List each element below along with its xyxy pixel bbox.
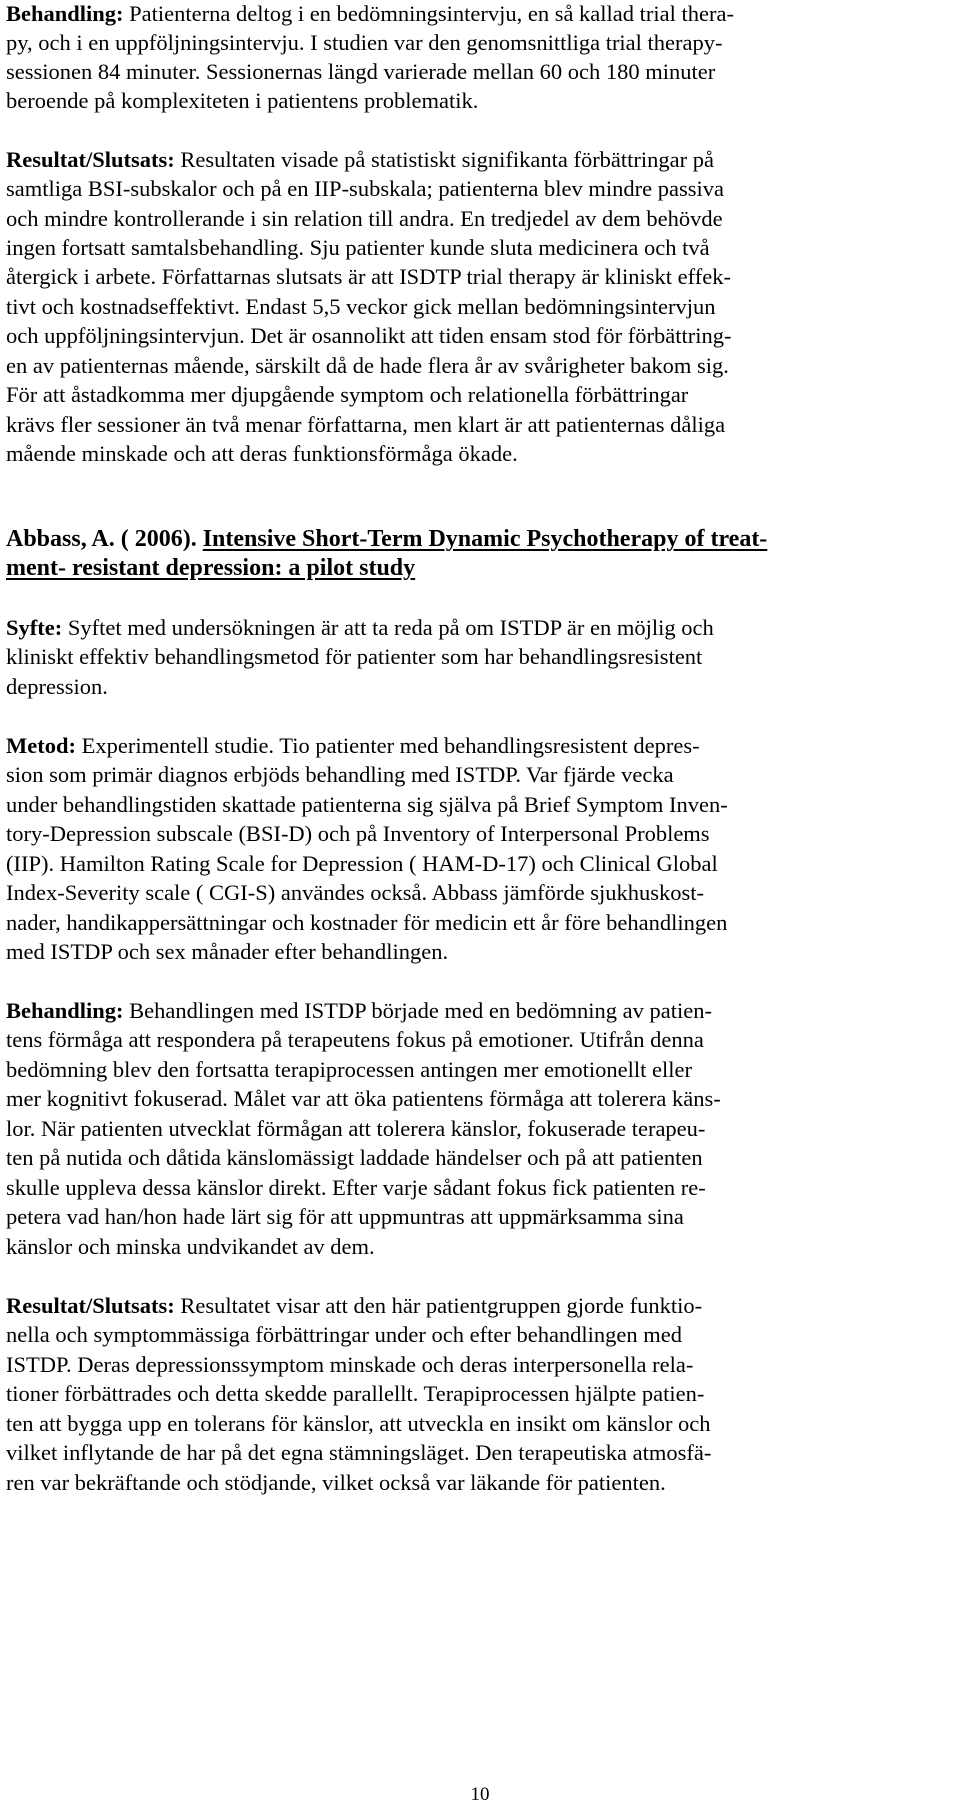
line-text: Syftet med undersökningen är att ta reda på om ISTDP är en möjlig och [62,615,714,640]
text-line [6,1292,702,1320]
line-text: sessionen 84 minuter. Sessionernas längd varierade mellan 60 och 180 minuter [6,59,716,84]
section-label: Resultat/Slutsats: [6,147,175,172]
text-line [6,1351,693,1379]
section-label: Metod: [6,733,76,758]
line-text: petera vad han/hon hade lärt sig för att uppmuntras att uppmärksamma sina [6,1204,684,1229]
line-text: Resultaten visade på statistiskt signifikanta förbättringar på [174,147,715,172]
text-line [6,322,731,350]
line-text: Index-Severity scale ( CGI-S) användes också. Abbass jämförde sjukhuskost- [6,880,704,905]
text-line [6,879,704,907]
article-title [6,525,767,553]
line-text: mer kognitivt fokuserad. Målet var att öka patientens förmåga att tolerera käns- [6,1086,721,1111]
line-text: ingen fortsatt samtalsbehandling. Sju patienter kunde sluta medicinera och två [6,235,710,260]
text-line [6,175,724,203]
line-text: återgick i arbete. Författarnas slutsats är att ISDTP trial therapy är kliniskt effek- [6,264,731,289]
text-line [6,820,710,848]
text-line [6,938,448,966]
line-text: ten på nutida och dåtida känslomässigt laddade händelser och på att patienten [6,1145,703,1170]
line-text: nella och symptommässiga förbättringar under och efter behandlingen med [6,1322,683,1347]
text-line [6,234,710,262]
line-text: tory-Depression subscale (BSI-D) och på Inventory of Interpersonal Problems [6,821,710,846]
line-text: tioner förbättrades och detta skedde parallellt. Terapiprocessen hjälpte patien- [6,1381,705,1406]
line-text: samtliga BSI-subskalor och på en IIP-subskala; patienterna blev mindre passiva [6,176,724,201]
line-text: krävs fler sessioner än två menar författarna, men klart är att patienternas dåliga [6,412,726,437]
text-line [6,614,714,642]
line-text: Experimentell studie. Tio patienter med behandlingsresistent depres- [75,733,700,758]
text-line [6,440,518,468]
line-text: kliniskt effektiv behandlingsmetod för patienter som har behandlingsresistent [6,644,703,669]
text-line [6,1115,705,1143]
text-line [6,352,729,380]
line-text: Behandlingen med ISTDP började med en bedömning av patien- [123,998,712,1023]
text-line [6,791,728,819]
text-line [6,732,700,760]
line-text: tens förmåga att respondera på terapeutens fokus på emotioner. Utifrån denna [6,1027,704,1052]
line-text: sion som primär diagnos erbjöds behandling med ISTDP. Var fjärde vecka [6,762,674,787]
line-text: skulle uppleva dessa känslor direkt. Efter varje sådant fokus fick patienten re- [6,1175,706,1200]
section-label: Resultat/Slutsats: [6,1293,175,1318]
text-line [6,146,714,174]
line-text: mående minskade och att deras funktionsförmåga ökade. [6,441,518,466]
line-text: känslor och minska undvikandet av dem. [6,1234,375,1259]
text-line [6,1439,711,1467]
article-title [6,554,415,582]
line-text: en av patienternas mående, särskilt då de hade flera år av svårigheter bakom sig. [6,353,729,378]
text-line [6,761,674,789]
line-text: vilket inflytande de har på det egna stämningsläget. Den terapeutiska atmosfä- [6,1440,712,1465]
line-text: (IIP). Hamilton Rating Scale for Depression ( HAM-D-17) och Clinical Global [6,851,718,876]
line-text: Resultatet visar att den här patientgruppen gjorde funktio- [174,1293,703,1318]
line-text: depression. [6,674,108,699]
text-line [6,381,688,409]
text-line [6,1026,704,1054]
text-line [6,997,712,1025]
text-line [6,909,727,937]
article-title-text: Intensive Short-Term Dynamic Psychotherapy of treat- [202,526,768,552]
page-number: 10 [470,1784,490,1805]
line-text: ren var bekräftande och stödjande, vilket också var läkande för patienten. [6,1470,666,1495]
line-text: För att åstadkomma mer djupgående symptom och relationella förbättringar [6,382,689,407]
section-label: Behandling: [6,1,124,26]
text-line [6,411,725,439]
text-line [6,1174,706,1202]
text-line [6,29,723,57]
text-line [6,1056,692,1084]
section-label: Behandling: [6,998,124,1023]
text-line [6,263,731,291]
line-text: nader, handikappersättningar och kostnader för medicin ett år före behandlingen [6,910,728,935]
text-line [6,58,715,86]
line-text: under behandlingstiden skattade patienterna sig själva på Brief Symptom Inven- [6,792,728,817]
line-text: py, och i en uppföljningsintervju. I studien var den genomsnittliga trial therapy- [6,30,723,55]
text-line [6,1085,721,1113]
line-text: lor. När patienten utvecklat förmågan att tolerera känslor, fokuserade terapeu- [6,1116,706,1141]
text-line [6,1321,682,1349]
line-text: och uppföljningsintervjun. Det är osannolikt att tiden ensam stod för förbättring- [6,323,732,348]
text-line [6,1144,703,1172]
line-text: med ISTDP och sex månader efter behandlingen. [6,939,449,964]
text-line [6,0,734,28]
text-line [6,1380,704,1408]
text-line [6,293,715,321]
text-line [6,643,702,671]
text-line [6,1410,711,1438]
line-text: Patienterna deltog i en bedömningsintervju, en så kallad trial thera- [123,1,734,26]
text-line [6,87,478,115]
line-text: ISTDP. Deras depressionssymptom minskade och deras interpersonella rela- [6,1352,694,1377]
section-label: Syfte: [6,615,63,640]
article-title-text: ment- resistant depression: a pilot study [6,555,416,581]
line-text: bedömning blev den fortsatta terapiprocessen antingen mer emotionellt eller [6,1057,693,1082]
line-text: ten att bygga upp en tolerans för känslor, att utveckla en insikt om känslor och [6,1411,711,1436]
text-line [6,1469,666,1497]
article-author: Abbass, A. ( 2006). [6,526,203,552]
text-line [6,1203,684,1231]
line-text: beroende på komplexiteten i patientens problematik. [6,88,479,113]
line-text: och mindre kontrollerande i sin relation till andra. En tredjedel av dem behövde [6,206,723,231]
line-text: tivt och kostnadseffektivt. Endast 5,5 veckor gick mellan bedömningsintervjun [6,294,716,319]
text-line [6,673,108,701]
text-line [6,205,723,233]
text-line [6,1233,375,1261]
text-line [6,850,718,878]
